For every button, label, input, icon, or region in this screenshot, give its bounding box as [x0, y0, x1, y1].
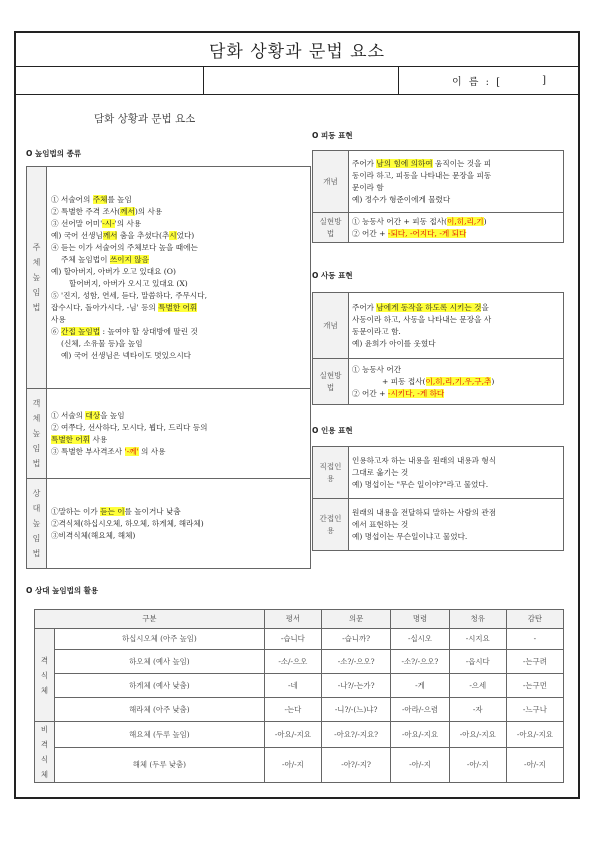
informal-group-label: 비격식체 — [35, 722, 55, 783]
direct-quote-content: 인용하고자 하는 내용을 원래의 내용과 형식 그대로 옮기는 것 예) 명섭이는 "무슨 일이야?"라고 물었다. — [349, 447, 564, 499]
table-cell: -게 — [391, 674, 449, 698]
indirect-quote-label: 간접인용 — [313, 499, 349, 551]
table-cell: -아/-지 — [264, 748, 321, 783]
header-interrogative: 의문 — [321, 610, 390, 629]
subject-honorific-content: ① 서술어의 주체를 높임 ② 특별한 주격 조사(께서)의 사용 ③ 선어말 어미'-시-'의 사용 예) 국어 선생님께서 춤을 추셨다(추시었다) ④ 듣는 이가 서술어의 주체보다 높을 때에는 주체 높임법이 쓰이지 않음 예) 할아버지, 아버가 오고 있대요 (O) 할어버지, 아버가 오시고 있대요 (X) ⑤ '진지, 성함, 연세, 듣다, 말씀하다, 주무시다, 잡수시다, 돌아가시다, -님' 등의 특별한 어휘 사용 ⑥ 간접 높임법 : 높여야 할 상대방에 딸린 것 (신체, 소유물 등)을 높임 예) 국어 선생님은 넥타이도 멋있으시다 — [47, 167, 311, 389]
blank-cell-2 — [204, 67, 399, 94]
table-row-label: 해라체 (아주 낮춤) — [55, 698, 265, 722]
table-row-label: 해요체 (두루 높임) — [55, 722, 265, 748]
passive-method-content: ① 능동사 어간 + 피동 접사(이,히,리,기) ② 어간 + -되다, -어지다, -게 되다 — [349, 213, 564, 243]
name-row — [16, 67, 578, 95]
passive-method-label: 실현방법 — [313, 213, 349, 243]
table-cell: -소/-으오 — [264, 650, 321, 674]
causative-table — [312, 292, 564, 405]
worksheet-frame — [14, 31, 580, 799]
table-row-label: 해체 (두루 낮춤) — [55, 748, 265, 783]
causative-method-label: 실현방법 — [313, 359, 349, 405]
table-cell: -아/-지 — [391, 748, 449, 783]
passive-table — [312, 150, 564, 243]
header-imperative: 명령 — [391, 610, 449, 629]
table-cell: -소?/-으오? — [321, 650, 390, 674]
header-propositive: 청유 — [449, 610, 506, 629]
honorific-table — [26, 166, 311, 569]
causative-concept-content: 주어가 남에게 동작을 하도록 시키는 것을 사동이라 하고, 사동을 나타내는 문장을 사 동문이라고 함. 예) 윤희가 아이를 웃혔다 — [349, 293, 564, 359]
header-category: 구분 — [35, 610, 265, 629]
table-cell: -는구려 — [506, 650, 563, 674]
worksheet-title: 담화 상황과 문법 요소 — [16, 33, 578, 67]
table-cell: -시지요 — [449, 629, 506, 650]
direct-quote-label: 직접인용 — [313, 447, 349, 499]
quote-table — [312, 446, 564, 551]
table-cell: -니?/-(느)냐? — [321, 698, 390, 722]
table-cell: -아요/-지요 — [449, 722, 506, 748]
table-row-label: 하오체 (예사 높임) — [55, 650, 265, 674]
usage-table — [34, 609, 564, 783]
subject-honorific-label: 주체높임법 — [27, 167, 47, 389]
table-cell: -아/-지 — [449, 748, 506, 783]
table-row-label: 하게체 (예사 낮춤) — [55, 674, 265, 698]
table-cell: -소?/-으오? — [391, 650, 449, 674]
blank-cell-1 — [16, 67, 204, 94]
indirect-quote-content: 원래의 내용을 전달하되 말하는 사람의 관점 에서 표현하는 것 예) 명섭이는 무슨일이냐고 물었다. — [349, 499, 564, 551]
header-exclamatory: 감탄 — [506, 610, 563, 629]
causative-heading: O 사동 표현 — [312, 271, 353, 280]
causative-method-content: ① 능동사 어간 + 피동 접사(이,히,리,기,우,구,추) ② 어간 + -시키다, -게 하다 — [349, 359, 564, 405]
object-honorific-label: 객체높임법 — [27, 389, 47, 479]
table-cell: -네 — [264, 674, 321, 698]
table-cell: -나?/-는가? — [321, 674, 390, 698]
honorific-heading: O 높임법의 종류 — [26, 149, 82, 158]
table-cell: -아요/-지요 — [391, 722, 449, 748]
name-close: ] — [542, 75, 548, 86]
table-cell: -아?/-지? — [321, 748, 390, 783]
relative-honorific-content: ①말하는 이가 듣는 이를 높이거나 낮춤 ②격식체(하십시오체, 하오체, 하게체, 해라체) ③비격식체(해요체, 해체) — [47, 479, 311, 569]
table-row-label: 하십시오체 (아주 높임) — [55, 629, 265, 650]
passive-concept-content: 주어가 남의 힘에 의하여 움직이는 것을 피 동이라 하고, 피동을 나타내는 문장을 피동 문이라 함 예) 정수가 형준이에게 물렸다 — [349, 151, 564, 213]
table-cell: -자 — [449, 698, 506, 722]
header-declarative: 평서 — [264, 610, 321, 629]
table-cell: -는구먼 — [506, 674, 563, 698]
table-cell: - — [506, 629, 563, 650]
passive-concept-label: 개념 — [313, 151, 349, 213]
object-honorific-content: ① 서술의 대상을 높임 ② 여쭈다, 선사하다, 모시다, 뵙다, 드리다 등의 특별한 어휘 사용 ③ 특별한 부사격조사 '-께' 의 사용 — [47, 389, 311, 479]
table-cell: -읍시다 — [449, 650, 506, 674]
quote-heading: O 인용 표현 — [312, 426, 353, 435]
table-cell: -아/-지 — [506, 748, 563, 783]
passive-heading: O 피동 표현 — [312, 131, 353, 140]
table-cell: -아요?/-지요? — [321, 722, 390, 748]
subtitle: 담화 상황과 문법 요소 — [94, 113, 196, 125]
formal-group-label: 격식체 — [35, 629, 55, 722]
table-cell: -으세 — [449, 674, 506, 698]
name-label: 이 름 : [ — [451, 77, 503, 88]
table-cell: -십시오 — [391, 629, 449, 650]
table-cell: -아요/-지요 — [506, 722, 563, 748]
causative-concept-label: 개념 — [313, 293, 349, 359]
table-cell: -는다 — [264, 698, 321, 722]
relative-honorific-label: 상대높임법 — [27, 479, 47, 569]
table-cell: -아라/-으렴 — [391, 698, 449, 722]
table-cell: -습니까? — [321, 629, 390, 650]
table-cell: -아요/-지요 — [264, 722, 321, 748]
name-field[interactable] — [399, 67, 578, 94]
table-cell: -느구나 — [506, 698, 563, 722]
usage-heading: O 상대 높임법의 활용 — [26, 586, 99, 595]
table-cell: -습니다 — [264, 629, 321, 650]
